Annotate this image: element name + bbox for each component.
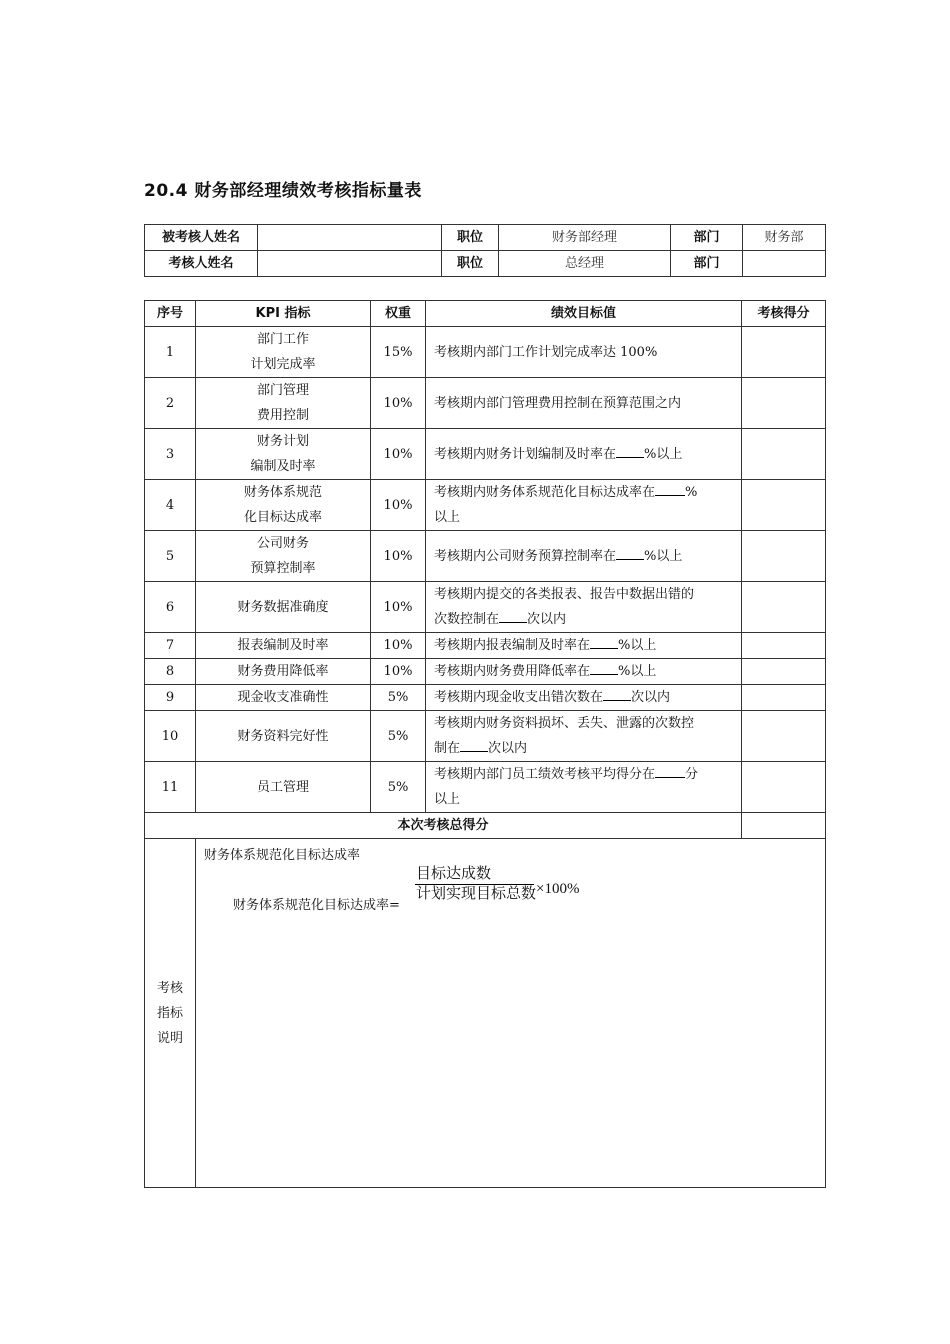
row-no: 3 (145, 429, 196, 480)
header-no: 序号 (145, 301, 196, 327)
fill-blank[interactable] (499, 608, 527, 623)
fill-blank[interactable] (616, 443, 644, 458)
row-no: 5 (145, 531, 196, 582)
fill-blank[interactable] (603, 686, 631, 701)
kpi-score-cell[interactable] (742, 429, 826, 480)
assessee-department-value: 财务部 (743, 225, 826, 251)
table-row (145, 685, 826, 711)
assessee-name-label: 被考核人姓名 (145, 225, 258, 251)
table-row (145, 582, 826, 633)
fill-blank[interactable] (590, 634, 618, 649)
notes-row (145, 839, 826, 1188)
kpi-name: 财务资料完好性 (196, 711, 371, 762)
total-row (145, 813, 826, 839)
kpi-name: 公司财务 预算控制率 (196, 531, 371, 582)
page-title: 20.4 财务部经理绩效考核指标量表 (144, 181, 422, 201)
row-no: 10 (145, 711, 196, 762)
kpi-score-cell[interactable] (742, 327, 826, 378)
kpi-target: 考核期内部门员工绩效考核平均得分在 分 以上 (426, 762, 742, 813)
formula-multiplier: ×100% (536, 881, 580, 897)
kpi-weight: 5% (371, 685, 426, 711)
table-row (145, 327, 826, 378)
kpi-weight: 10% (371, 378, 426, 429)
notes-side-label: 考核 指标 说明 (145, 839, 196, 1188)
kpi-target: 考核期内部门工作计划完成率达 100% (426, 327, 742, 378)
fill-blank[interactable] (460, 737, 488, 752)
department-label: 部门 (671, 251, 743, 277)
kpi-name: 财务数据准确度 (196, 582, 371, 633)
kpi-score-cell[interactable] (742, 480, 826, 531)
kpi-target: 考核期内报表编制及时率在 %以上 (426, 633, 742, 659)
position-label: 职位 (442, 225, 499, 251)
kpi-name: 部门工作 计划完成率 (196, 327, 371, 378)
fill-blank[interactable] (655, 481, 685, 496)
assessor-name-label: 考核人姓名 (145, 251, 258, 277)
notes-cell (196, 839, 826, 1188)
row-no: 7 (145, 633, 196, 659)
kpi-weight: 10% (371, 582, 426, 633)
row-no: 8 (145, 659, 196, 685)
kpi-weight: 10% (371, 633, 426, 659)
table-row (145, 633, 826, 659)
kpi-score-cell[interactable] (742, 685, 826, 711)
kpi-target: 考核期内财务计划编制及时率在 %以上 (426, 429, 742, 480)
assessee-name-field[interactable] (258, 225, 442, 251)
kpi-weight: 10% (371, 531, 426, 582)
assessor-department-field[interactable] (743, 251, 826, 277)
header-kpi: KPI 指标 (196, 301, 371, 327)
row-no: 9 (145, 685, 196, 711)
kpi-weight: 15% (371, 327, 426, 378)
info-row (145, 251, 826, 277)
assessee-info-table (144, 224, 826, 277)
kpi-target: 考核期内提交的各类报表、报告中数据出错的 次数控制在 次以内 (426, 582, 742, 633)
kpi-target: 考核期内部门管理费用控制在预算范围之内 (426, 378, 742, 429)
kpi-weight: 10% (371, 429, 426, 480)
kpi-name: 现金收支准确性 (196, 685, 371, 711)
fill-blank[interactable] (655, 763, 685, 778)
kpi-name: 财务计划 编制及时率 (196, 429, 371, 480)
table-row (145, 659, 826, 685)
kpi-name: 财务费用降低率 (196, 659, 371, 685)
kpi-name: 部门管理 费用控制 (196, 378, 371, 429)
kpi-weight: 5% (371, 762, 426, 813)
kpi-name: 员工管理 (196, 762, 371, 813)
fill-blank[interactable] (590, 660, 618, 675)
kpi-score-cell[interactable] (742, 633, 826, 659)
total-score-cell[interactable] (742, 813, 826, 839)
kpi-score-cell[interactable] (742, 378, 826, 429)
fill-blank[interactable] (616, 545, 644, 560)
info-row (145, 225, 826, 251)
row-no: 6 (145, 582, 196, 633)
header-score: 考核得分 (742, 301, 826, 327)
table-row (145, 480, 826, 531)
kpi-name: 财务体系规范 化目标达成率 (196, 480, 371, 531)
kpi-target: 考核期内财务体系规范化目标达成率在 % 以上 (426, 480, 742, 531)
row-no: 1 (145, 327, 196, 378)
formula-numerator: 目标达成数 (415, 865, 534, 885)
kpi-target: 考核期内现金收支出错次数在 次以内 (426, 685, 742, 711)
position-label: 职位 (442, 251, 499, 277)
kpi-target: 考核期内财务费用降低率在 %以上 (426, 659, 742, 685)
formula-label: 财务体系规范化目标达成率= (233, 898, 400, 913)
table-row (145, 378, 826, 429)
table-row (145, 531, 826, 582)
kpi-target: 考核期内公司财务预算控制率在 %以上 (426, 531, 742, 582)
header-target: 绩效目标值 (426, 301, 742, 327)
assessor-name-field[interactable] (258, 251, 442, 277)
kpi-target: 考核期内财务资料损坏、丢失、泄露的次数控 制在 次以内 (426, 711, 742, 762)
department-label: 部门 (671, 225, 743, 251)
row-no: 11 (145, 762, 196, 813)
table-row (145, 762, 826, 813)
kpi-score-cell[interactable] (742, 762, 826, 813)
kpi-name: 报表编制及时率 (196, 633, 371, 659)
kpi-score-cell[interactable] (742, 582, 826, 633)
assessee-position-value: 财务部经理 (499, 225, 671, 251)
kpi-score-cell[interactable] (742, 659, 826, 685)
kpi-weight: 10% (371, 659, 426, 685)
formula-denominator: 计划实现目标总数 (416, 886, 537, 902)
kpi-score-cell[interactable] (742, 711, 826, 762)
kpi-header-row (145, 301, 826, 327)
table-row (145, 429, 826, 480)
row-no: 4 (145, 480, 196, 531)
kpi-weight: 10% (371, 480, 426, 531)
notes-heading: 财务体系规范化目标达成率 (204, 848, 361, 863)
header-weight: 权重 (371, 301, 426, 327)
formula-fraction (415, 865, 536, 903)
row-no: 2 (145, 378, 196, 429)
kpi-table (144, 300, 826, 1188)
assessor-position-value: 总经理 (499, 251, 671, 277)
kpi-score-cell[interactable] (742, 531, 826, 582)
table-row (145, 711, 826, 762)
total-score-label: 本次考核总得分 (145, 813, 742, 839)
kpi-weight: 5% (371, 711, 426, 762)
